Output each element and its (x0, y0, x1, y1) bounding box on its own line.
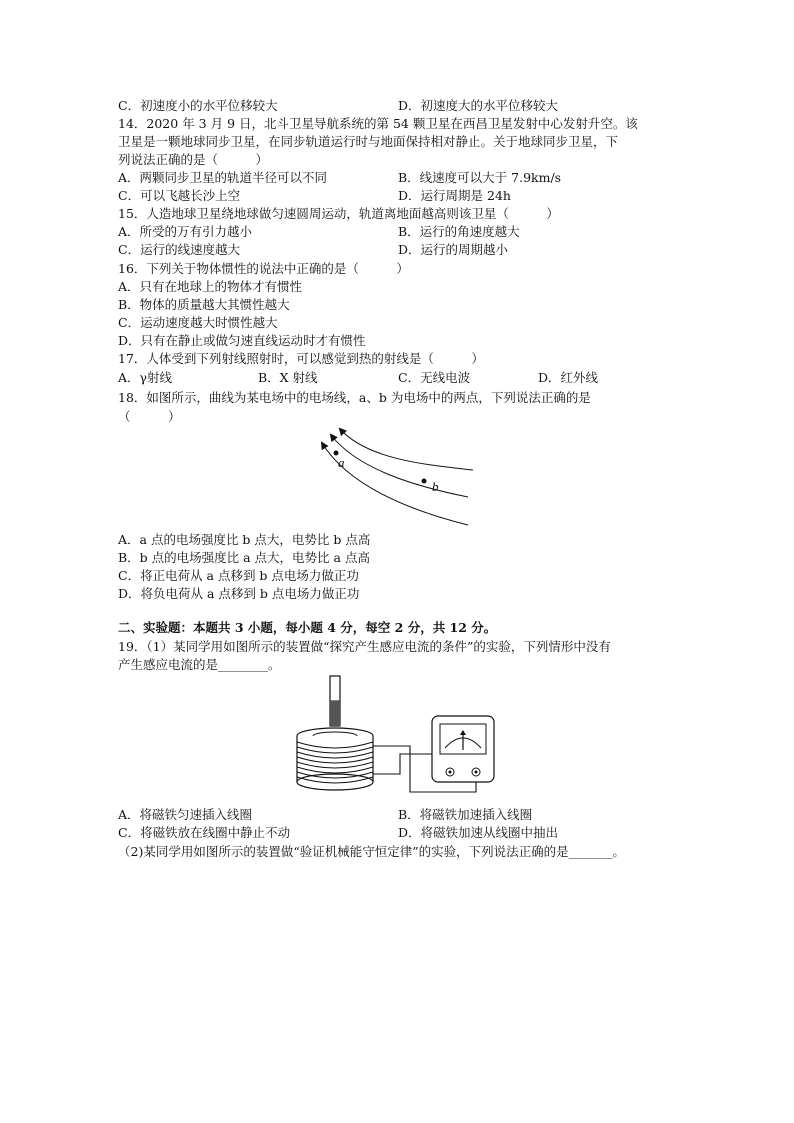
field-line-2 (331, 435, 468, 497)
q17-option-b: B．X 射线 (258, 370, 318, 385)
q15-stem: 15．人造地球卫星绕地球做匀速圆周运动，轨道离地面越高则该卫星（ ） (118, 206, 559, 221)
q19-stem-line1: 19．（1）某同学用如图所示的装置做“探究产生感应电流的条件”的实验，下列情形中没有 (118, 639, 611, 654)
q16-option-c: C．运动速度越大时惯性越大 (118, 315, 278, 330)
q19-option-b: B．将磁铁加速插入线圈 (398, 807, 533, 822)
q18-stem-bracket: （ ） (118, 409, 181, 424)
point-b-dot (422, 479, 427, 484)
coil-icon (297, 728, 373, 790)
q18-stem: 18．如图所示，曲线为某电场中的电场线，a、b 为电场中的两点，下列说法正确的是 (118, 390, 591, 405)
q15-option-a: A．所受的万有引力越小 (118, 224, 253, 239)
q16-option-b: B．物体的质量越大其惯性越大 (118, 297, 290, 312)
q17-option-d: D．红外线 (538, 370, 599, 385)
point-a-label: a (338, 455, 345, 470)
q18-option-a: A．a 点的电场强度比 b 点大，电势比 b 点高 (118, 532, 371, 547)
q17-stem: 17．人体受到下列射线照射时，可以感觉到热的射线是（ ） (118, 351, 484, 366)
induction-apparatus-figure (292, 674, 500, 802)
q19-stem-line2: 产生感应电流的是________。 (118, 657, 281, 672)
galvanometer-icon (432, 716, 494, 782)
q14-stem-line3: 列说法正确的是（ ） (118, 152, 269, 167)
q15-option-c: C．运行的线速度越大 (118, 242, 241, 257)
point-b-label: b (432, 479, 439, 494)
q16-option-d: D．只有在静止或做匀速直线运动时才有惯性 (118, 333, 366, 348)
q19-option-c: C．将磁铁放在线圈中静止不动 (118, 825, 291, 840)
field-line-1 (340, 429, 473, 470)
q13-option-c: C．初速度小的水平位移较大 (118, 98, 278, 113)
q14-stem-line1: 14．2020 年 3 月 9 日，北斗卫星导航系统的第 54 颗卫星在西昌卫星发射中心发射升空。该 (118, 116, 638, 131)
q14-option-a: A．两颗同步卫星的轨道半径可以不同 (118, 170, 328, 185)
electric-field-figure (318, 425, 478, 531)
q14-option-c: C．可以飞越长沙上空 (118, 188, 241, 203)
q15-option-d: D．运行的周期越小 (398, 242, 509, 257)
section-heading-experiments: 二、实验题：本题共 3 小题，每小题 4 分，每空 2 分，共 12 分。 (118, 620, 497, 635)
q17-option-c: C．无线电波 (398, 370, 471, 385)
q15-option-b: B．运行的角速度越大 (398, 224, 520, 239)
q19-option-d: D．将磁铁加速从线圈中抽出 (398, 825, 559, 840)
q16-option-a: A．只有在地球上的物体才有惯性 (118, 279, 303, 294)
q17-option-a: A．γ射线 (118, 370, 172, 385)
q19-part2-stem: （2)某同学用如图所示的装置做“验证机械能守恒定律”的实验，下列说法正确的是_______。 (118, 844, 625, 859)
q18-option-b: B．b 点的电场强度比 a 点大，电势比 a 点高 (118, 550, 370, 565)
q18-option-c: C．将正电荷从 a 点移到 b 点电场力做正功 (118, 568, 359, 583)
q13-option-d: D．初速度大的水平位移较大 (398, 98, 559, 113)
q16-stem: 16．下列关于物体惯性的说法中正确的是（ ） (118, 261, 409, 276)
q19-option-a: A．将磁铁匀速插入线圈 (118, 807, 253, 822)
q14-option-b: B．线速度可以大于 7.9km/s (398, 170, 562, 185)
q18-option-d: D．将负电荷从 a 点移到 b 点电场力做正功 (118, 586, 360, 601)
q14-option-d: D．运行周期是 24h (398, 188, 511, 203)
q14-stem-line2: 卫星是一颗地球同步卫星，在同步轨道运行时与地面保持相对静止。关于地球同步卫星，下 (118, 134, 619, 149)
